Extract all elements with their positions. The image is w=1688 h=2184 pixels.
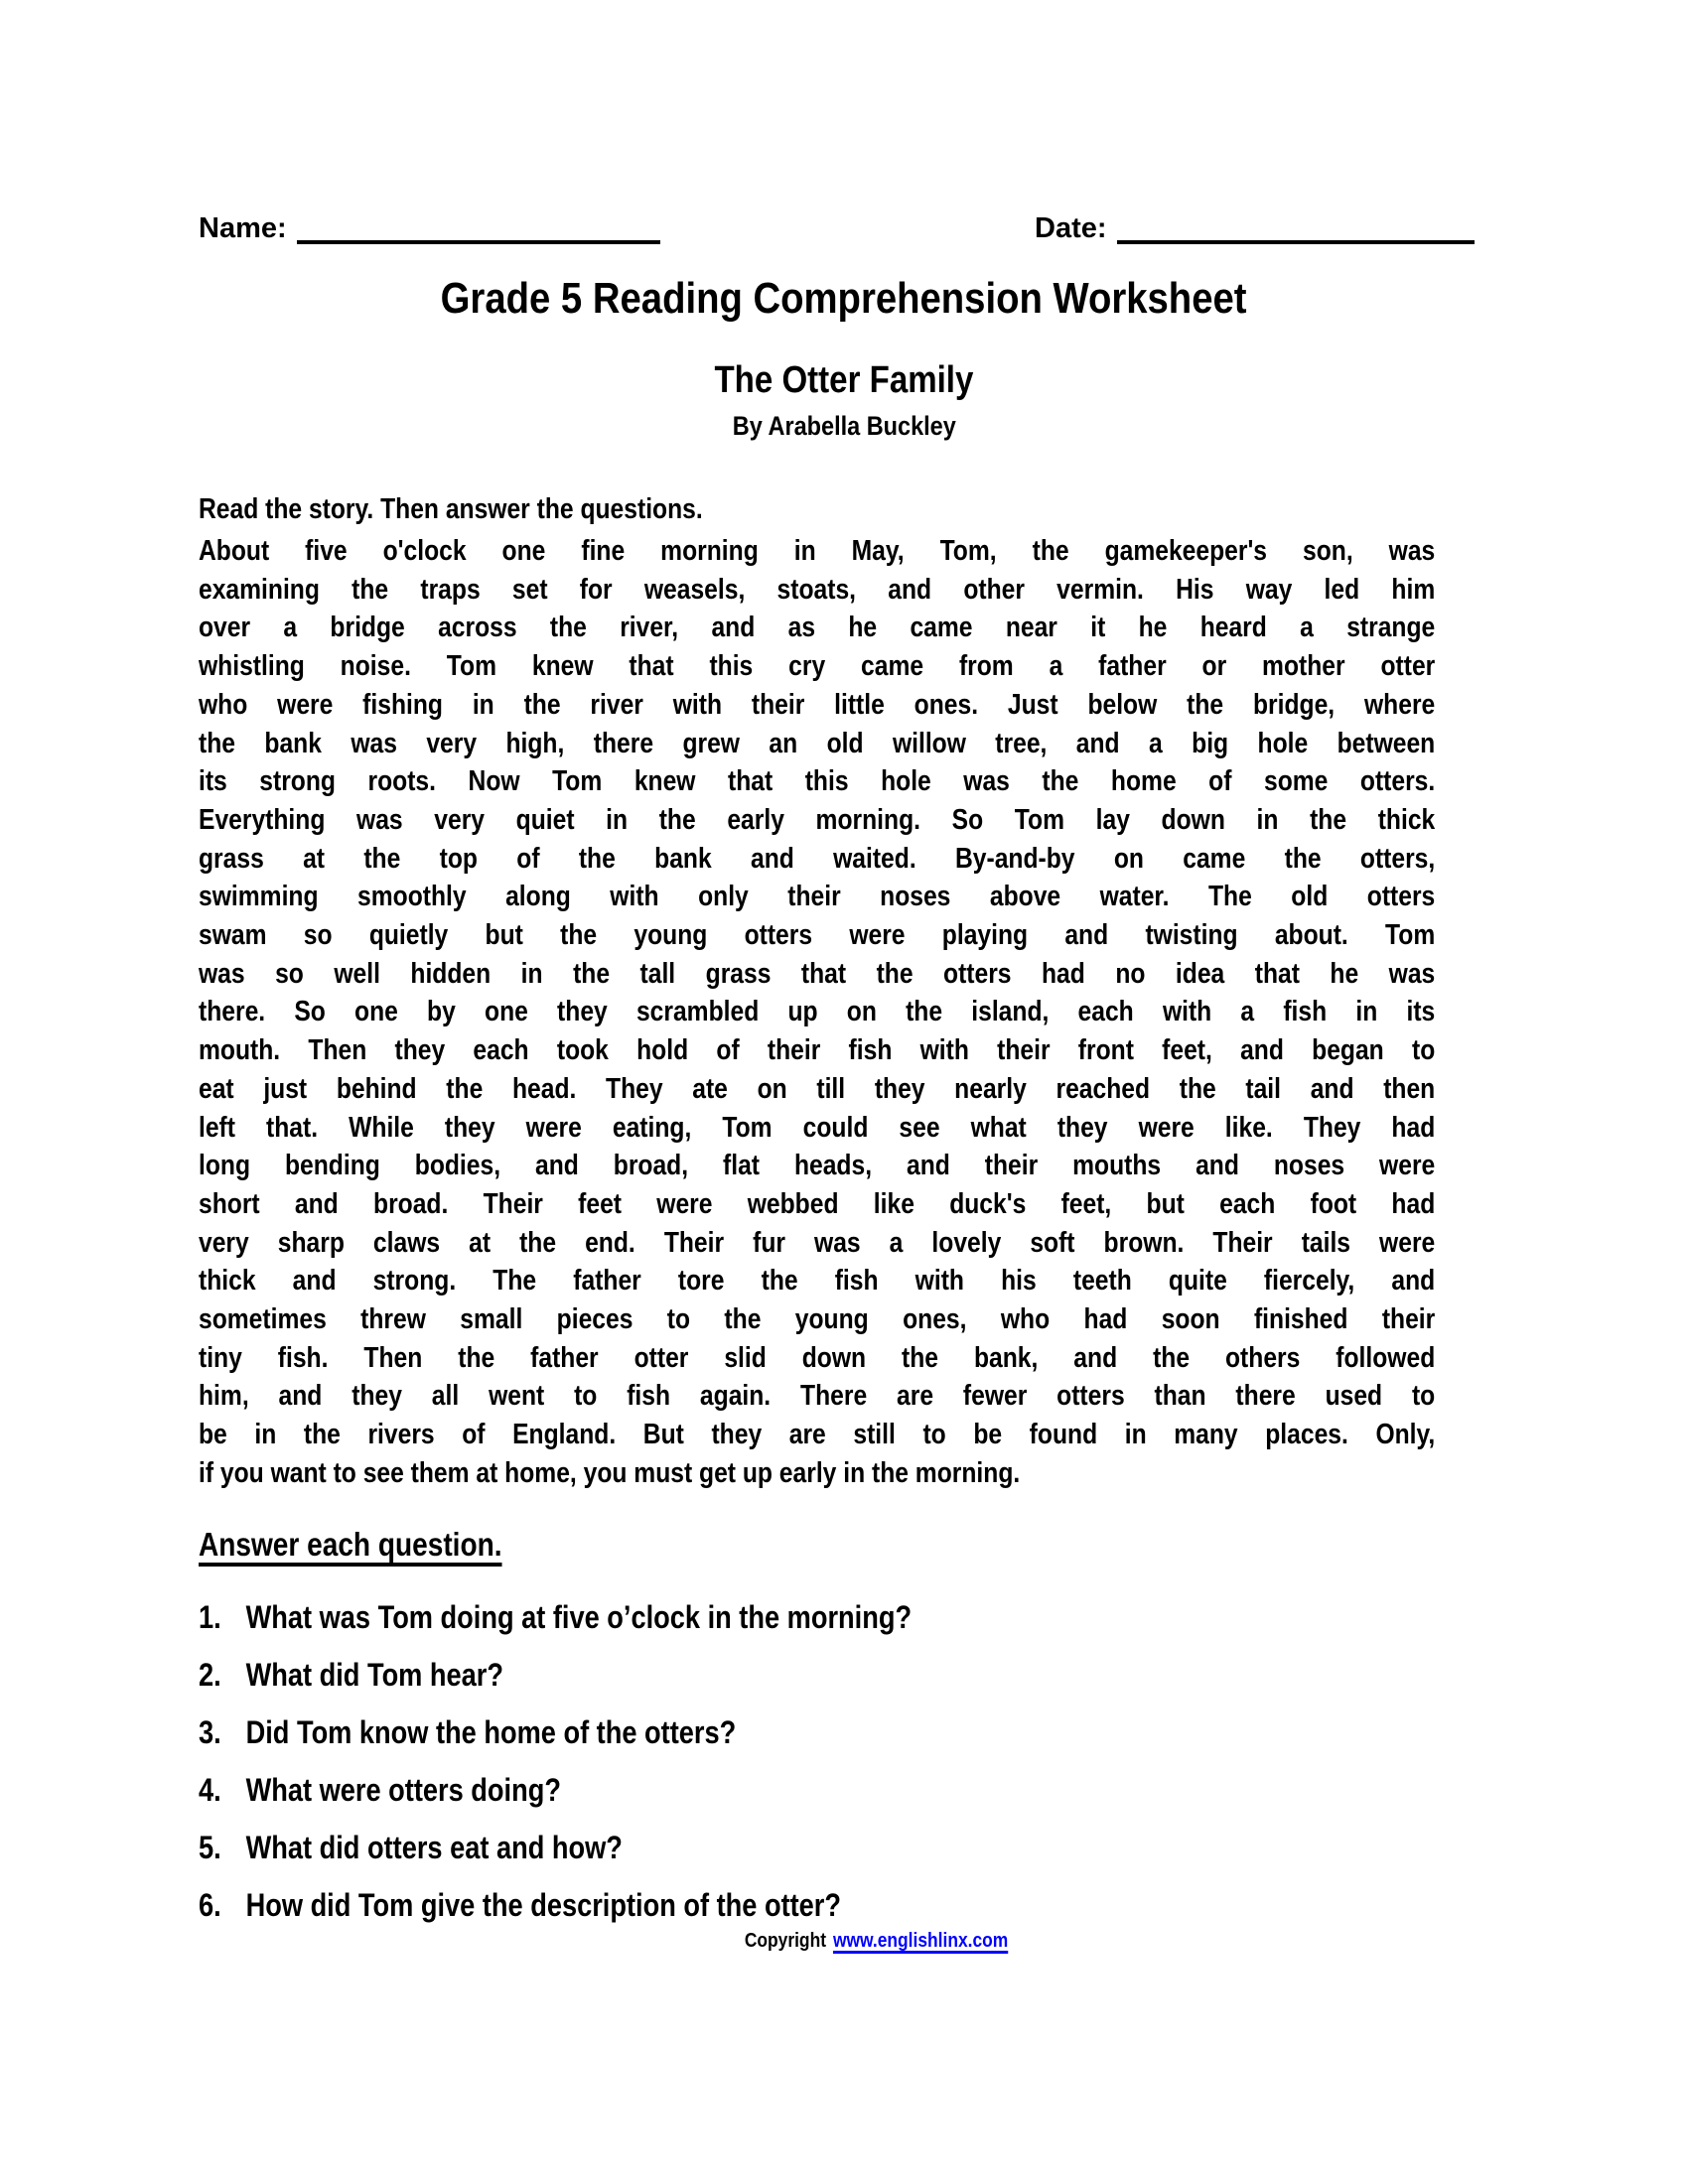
worksheet-title xyxy=(0,274,1688,324)
story-line: be in the rivers of England. But they are still to be found in many places. Only, xyxy=(199,1419,1436,1451)
question-row xyxy=(199,1658,912,1692)
story-line: examining the traps set for weasels, stoats, and other vermin. His way led him xyxy=(199,573,1436,606)
story-line: its strong roots. Now Tom knew that this hole was the home of some otters. xyxy=(199,765,1436,798)
story-line: short and broad. Their feet were webbed like duck's feet, but each foot had xyxy=(199,1187,1436,1220)
story-line: sometimes threw small pieces to the young ones, who had soon finished their xyxy=(199,1303,1436,1336)
story-line: was so well hidden in the tall grass that the otters had no idea that he was xyxy=(199,957,1436,990)
story-line: Everything was very quiet in the early morning. So Tom lay down in the thick xyxy=(199,803,1436,836)
story-line: tiny fish. Then the father otter slid down the bank, and the others followed xyxy=(199,1341,1436,1374)
story-line: over a bridge across the river, and as he came near it he heard a strange xyxy=(199,612,1436,644)
question-row xyxy=(199,1600,912,1634)
englishlinx-link[interactable]: www.englishlinx.com xyxy=(833,1930,1009,1952)
question-row xyxy=(199,1831,912,1864)
story-line: there. So one by one they scrambled up on the island, each with a fish in its xyxy=(199,996,1436,1028)
name-blank-line xyxy=(297,206,660,244)
story-line: long bending bodies, and broad, flat heads, and their mouths and noses were xyxy=(199,1150,1436,1182)
story-line: the bank was very high, there grew an old willow tree, and a big hole between xyxy=(199,727,1436,759)
question-row xyxy=(199,1888,912,1922)
worksheet-title-text: Grade 5 Reading Comprehension Worksheet xyxy=(441,274,1247,323)
question-number: 6. xyxy=(199,1887,221,1923)
story-line: grass at the top of the bank and waited. By-and-by on came the otters, xyxy=(199,842,1436,875)
answer-heading-wrap xyxy=(199,1526,502,1564)
question-text: What was Tom doing at five o’clock in the morning? xyxy=(245,1599,913,1635)
story-line: mouth. Then they each took hold of their fish with their front feet, and began to xyxy=(199,1034,1436,1067)
instructions-text: Read the story. Then answer the questions. xyxy=(199,493,703,525)
question-text: What were otters doing? xyxy=(245,1772,561,1808)
story-line: swam so quietly but the young otters were playing and twisting about. Tom xyxy=(199,919,1436,952)
answer-section-heading xyxy=(199,1526,555,1564)
name-field xyxy=(199,206,660,245)
question-text: Did Tom know the home of the otters? xyxy=(245,1714,737,1750)
story-line: swimming smoothly along with only their noses above water. The old otters xyxy=(199,881,1436,913)
story-line: who were fishing in the river with their little ones. Just below the bridge, where xyxy=(199,688,1436,721)
footer-wrap xyxy=(745,1930,1008,1953)
story-line: eat just behind the head. They ate on till they nearly reached the tail and then xyxy=(199,1072,1436,1105)
question-text: What did Tom hear? xyxy=(245,1657,503,1693)
question-number: 5. xyxy=(199,1830,221,1865)
date-label: Date: xyxy=(1035,212,1107,244)
date-blank-line xyxy=(1117,206,1475,244)
question-number: 1. xyxy=(199,1599,221,1635)
story-passage xyxy=(199,532,1435,1493)
story-line: if you want to see them at home, you must get up early in the morning. xyxy=(199,1456,1021,1489)
question-number: 4. xyxy=(199,1772,221,1808)
question-text: What did otters eat and how? xyxy=(245,1830,623,1865)
question-list xyxy=(199,1600,1038,1946)
question-number: 2. xyxy=(199,1657,221,1693)
question-row xyxy=(199,1773,912,1807)
story-line: About five o'clock one fine morning in May, Tom, the gamekeeper's son, was xyxy=(199,535,1436,567)
story-line: whistling noise. Tom knew that this cry came from a father or mother otter xyxy=(199,650,1436,683)
question-text: How did Tom give the description of the otter? xyxy=(245,1887,842,1923)
byline xyxy=(0,411,1688,442)
story-title xyxy=(0,359,1688,402)
date-field xyxy=(1035,206,1475,245)
story-title-text: The Otter Family xyxy=(714,359,974,401)
byline-text: By Arabella Buckley xyxy=(732,411,956,441)
copyright-label: Copyright xyxy=(745,1930,827,1952)
question-row xyxy=(199,1715,912,1749)
name-label: Name: xyxy=(199,212,287,244)
story-line: thick and strong. The father tore the fish with his teeth quite fiercely, and xyxy=(199,1265,1436,1297)
story-line: very sharp claws at the end. Their fur was a lovely soft brown. Their tails were xyxy=(199,1226,1436,1259)
answer-heading-text: Answer each question. xyxy=(199,1526,502,1563)
question-number: 3. xyxy=(199,1714,221,1750)
page-footer xyxy=(0,1930,1688,1953)
story-line: him, and they all went to fish again. There are fewer otters than there used to xyxy=(199,1380,1436,1413)
instructions xyxy=(199,493,791,526)
story-line: left that. While they were eating, Tom could see what they were like. They had xyxy=(199,1111,1436,1144)
